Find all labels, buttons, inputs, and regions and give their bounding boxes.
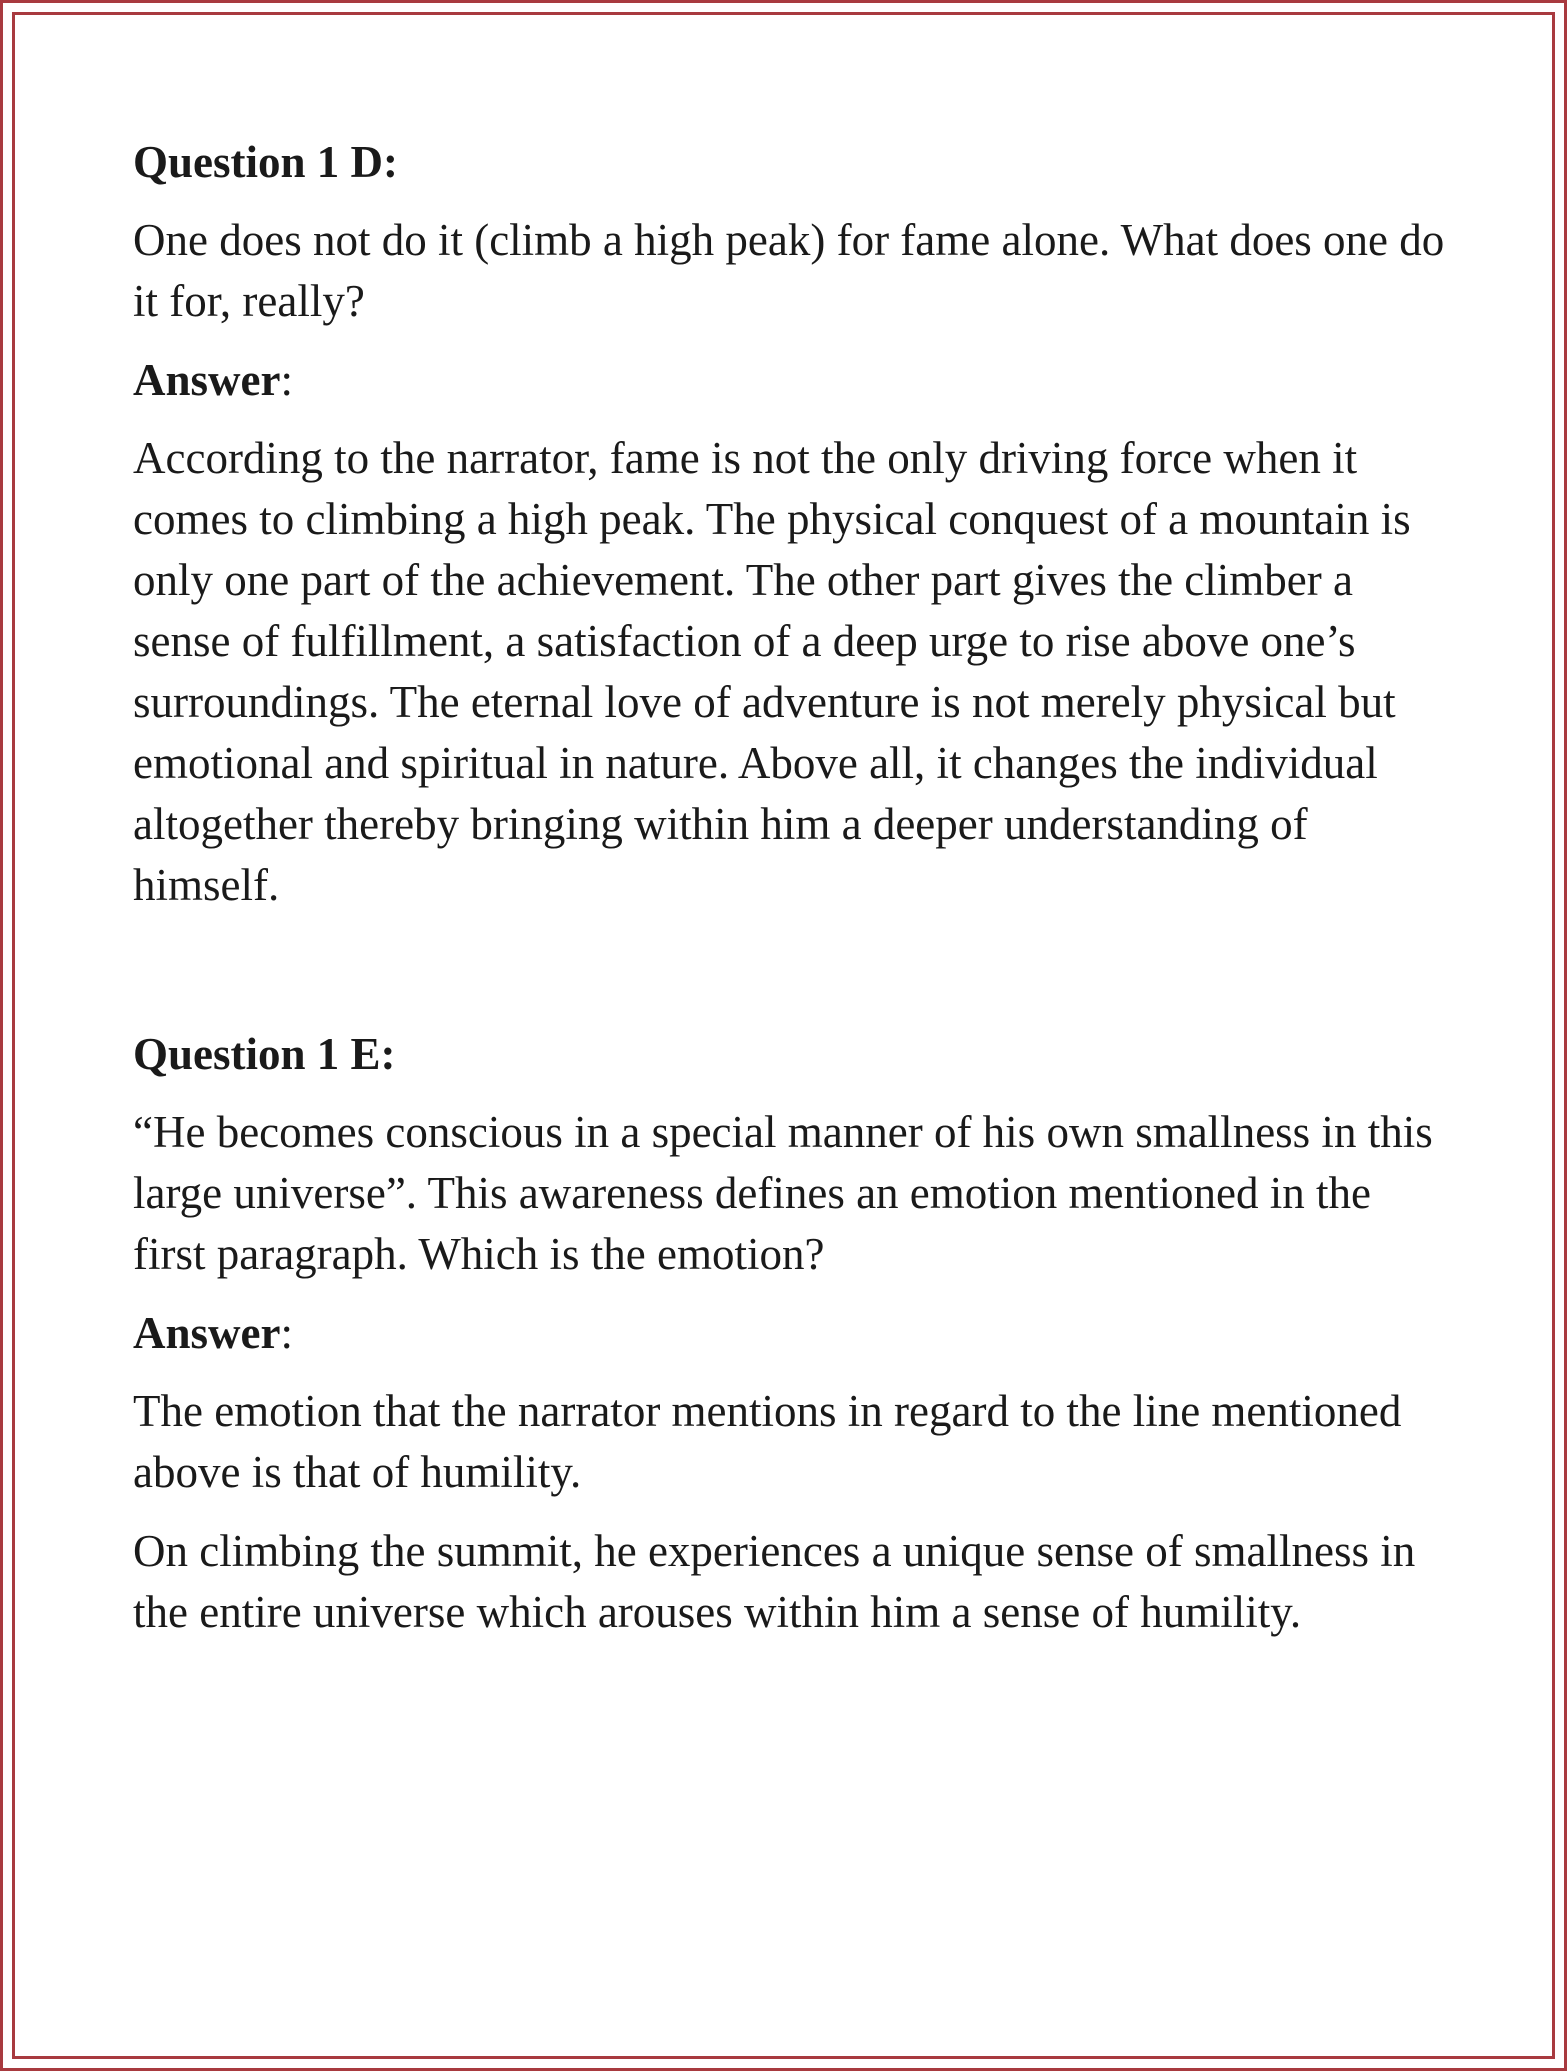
answer-label-text: Answer	[133, 1308, 281, 1358]
answer-paragraph: The emotion that the narrator mentions in regard to the line mentioned above is that of humility.	[133, 1386, 1402, 1497]
document-content	[133, 132, 1453, 1661]
answer-label: Answer:	[133, 1308, 293, 1358]
question-text: “He becomes conscious in a special manner of his own smallness in this large universe”. This awareness defines an emotion mentioned in the first paragraph. Which is the emotion?	[133, 1107, 1433, 1279]
answer-paragraph: On climbing the summit, he experiences a unique sense of smallness in the entire universe which arouses within him a sense of humility.	[133, 1526, 1416, 1637]
question-heading: Question 1 E:	[133, 1029, 396, 1079]
answer-paragraph: According to the narrator, fame is not the only driving force when it comes to climbing a high peak. The physical conquest of a mountain is only one part of the achievement. The other part gives the climber a sense of fulfillment, a satisfaction of a deep urge to rise above one’s surroundings. The eternal love of adventure is not merely physical but emotional and spiritual in nature. Above all, it changes the individual altogether thereby bringing within him a deeper understanding of himself.	[133, 433, 1411, 910]
question-section-1d	[133, 132, 1453, 916]
answer-label: Answer:	[133, 355, 293, 405]
question-section-1e	[133, 1024, 1453, 1643]
question-text: One does not do it (climb a high peak) for fame alone. What does one do it for, really?	[133, 215, 1445, 326]
answer-label-text: Answer	[133, 355, 281, 405]
question-heading: Question 1 D:	[133, 137, 399, 187]
section-spacer	[133, 934, 1453, 1024]
